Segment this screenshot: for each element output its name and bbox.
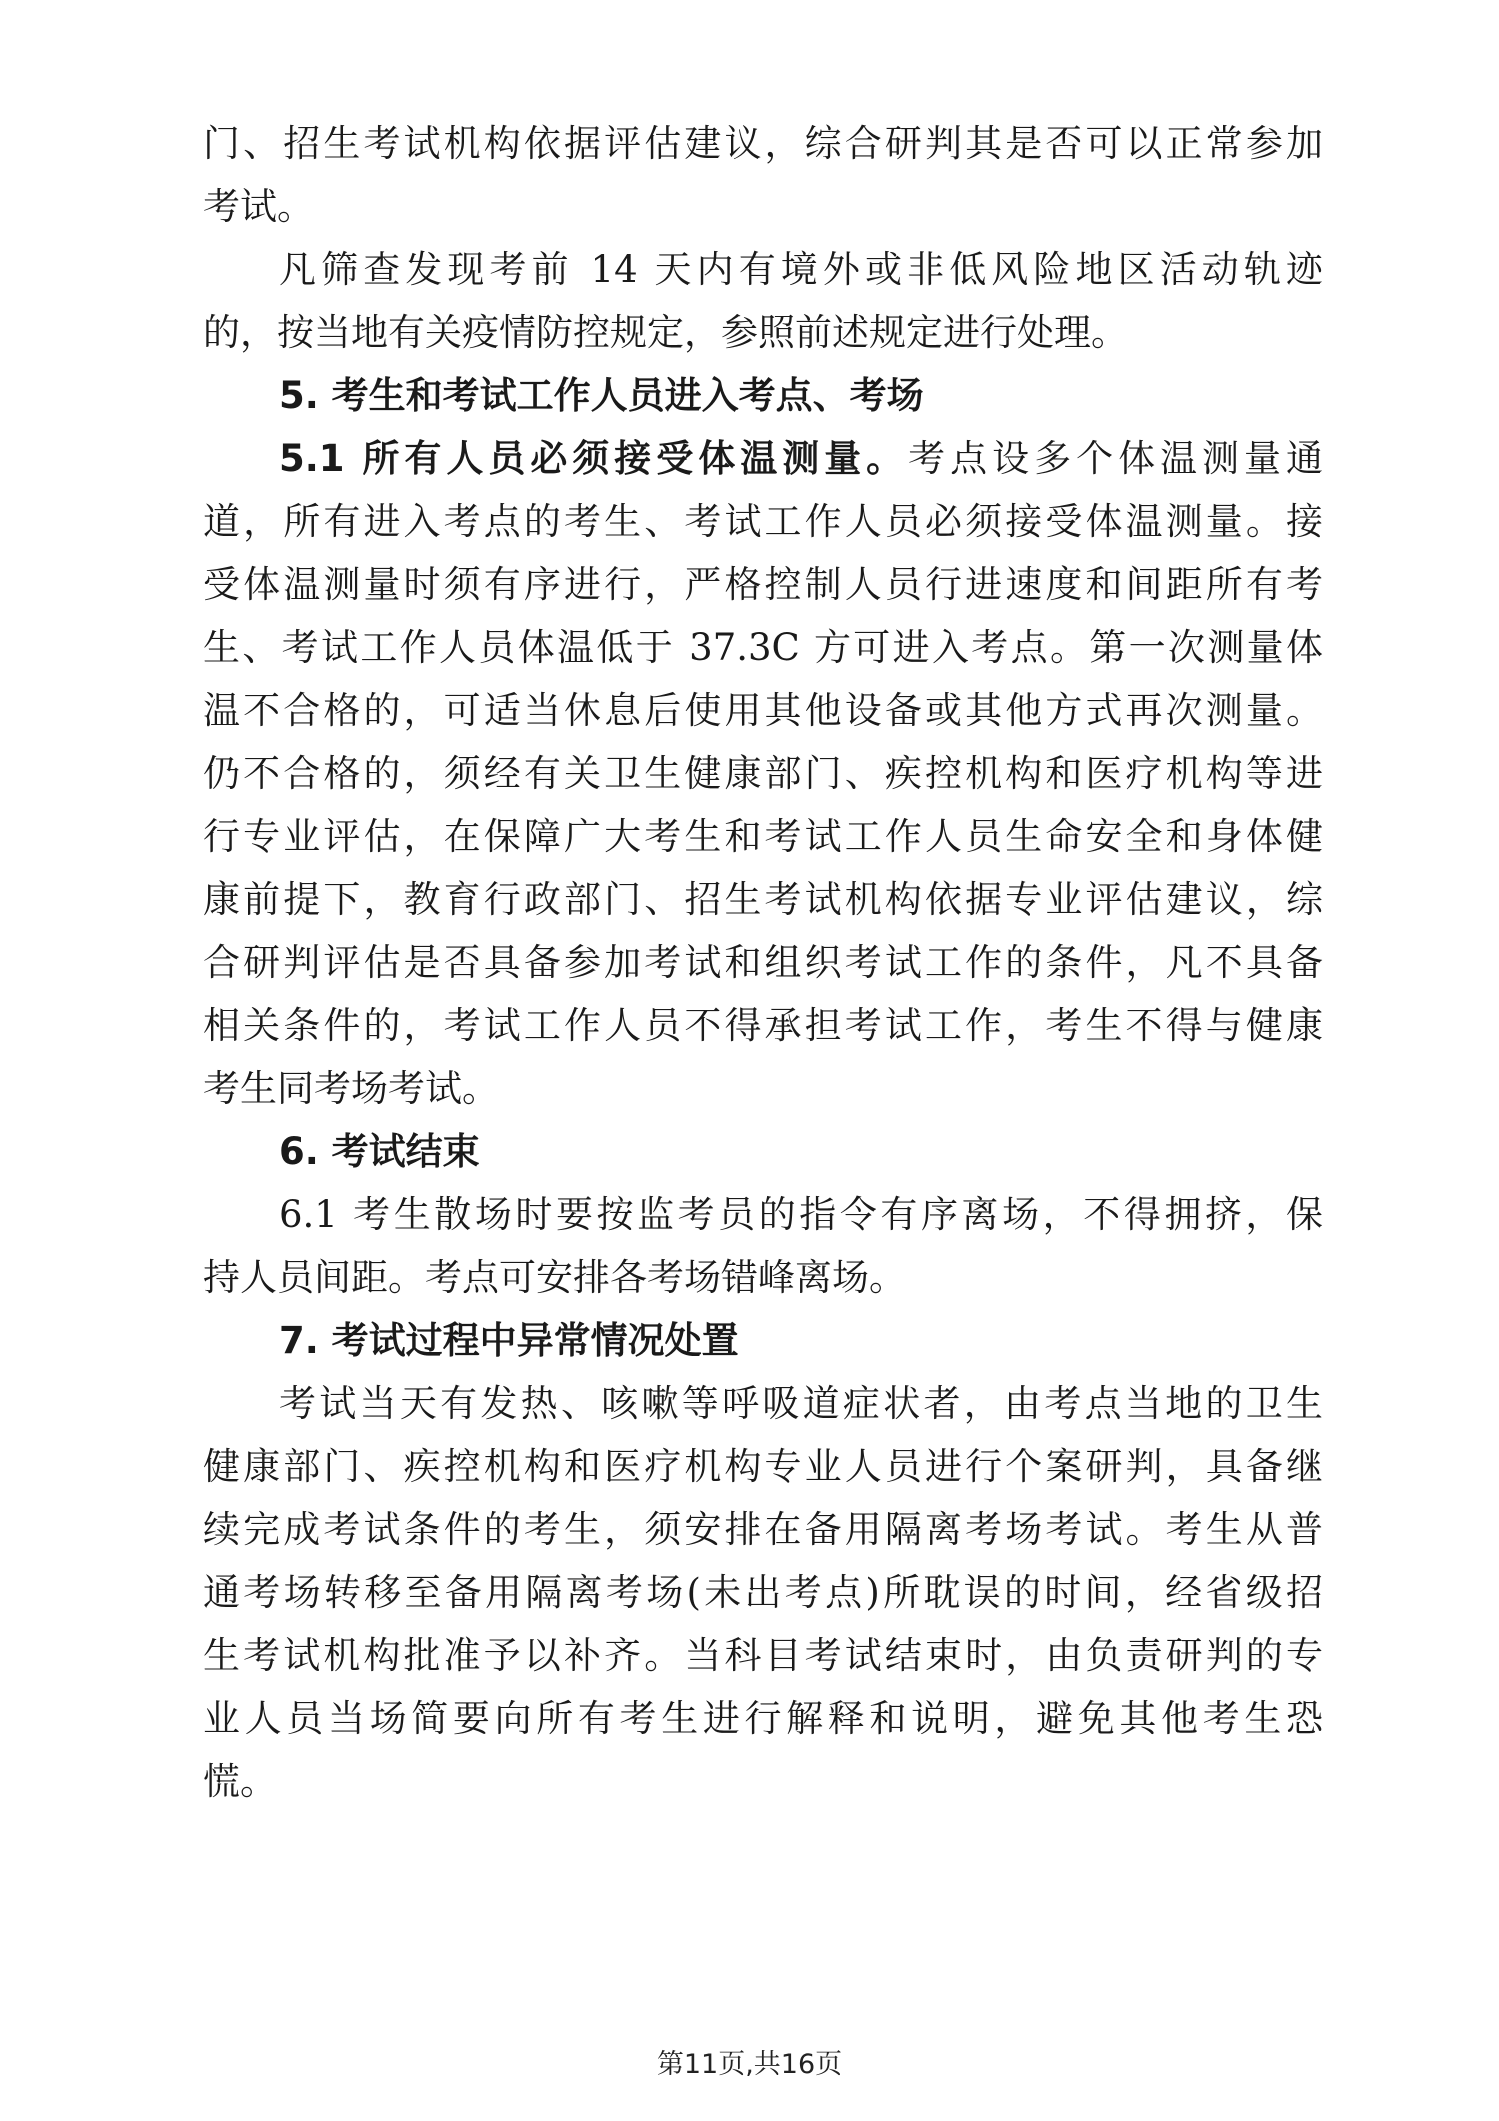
body-line: 持人员间距。考点可安排各考场错峰离场。 bbox=[203, 1256, 906, 1299]
section-heading-5: 5. 考生和考试工作人员进入考点、考场 bbox=[279, 374, 924, 417]
body-line: 考生同考场考试。 bbox=[203, 1067, 499, 1110]
bold-lead-text: 5.1 所有人员必须接受体温测量。 bbox=[279, 437, 909, 480]
paragraph-first-line: 凡筛查发现考前 14 天内有境外或非低风险地区活动轨迹 bbox=[279, 248, 1323, 291]
lead-continuation: 考点设多个体温测量通 bbox=[908, 437, 1324, 480]
paragraph-first-line bbox=[203, 427, 1323, 490]
body-line: 续完成考试条件的考生，须安排在备用隔离考场考试。考生从普 bbox=[203, 1508, 1323, 1551]
body-line: 生、考试工作人员体温低于 37.3C 方可进入考点。第一次测量体 bbox=[203, 626, 1323, 669]
body-line: 业人员当场简要向所有考生进行解释和说明，避免其他考生恐 bbox=[203, 1697, 1323, 1740]
section-heading-7: 7. 考试过程中异常情况处置 bbox=[279, 1319, 739, 1362]
document-body bbox=[203, 112, 1323, 1813]
body-line: 的，按当地有关疫情防控规定，参照前述规定进行处理。 bbox=[203, 311, 1128, 354]
body-line: 合研判评估是否具备参加考试和组织考试工作的条件，凡不具备 bbox=[203, 941, 1323, 984]
body-line: 道，所有进入考点的考生、考试工作人员必须接受体温测量。接 bbox=[203, 500, 1323, 543]
body-line: 门、招生考试机构依据评估建议，综合研判其是否可以正常参加 bbox=[203, 122, 1323, 165]
body-line: 生考试机构批准予以补齐。当科目考试结束时，由负责研判的专 bbox=[203, 1634, 1323, 1677]
body-line: 考试。 bbox=[203, 185, 314, 228]
page-number-footer: 第11页,共16页 bbox=[656, 2049, 843, 2080]
body-line: 温不合格的，可适当休息后使用其他设备或其他方式再次测量。 bbox=[203, 689, 1323, 732]
body-line: 慌。 bbox=[203, 1760, 277, 1803]
body-line: 通考场转移至备用隔离考场(未出考点)所耽误的时间，经省级招 bbox=[203, 1571, 1323, 1614]
body-line: 健康部门、疾控机构和医疗机构专业人员进行个案研判，具备继 bbox=[203, 1445, 1323, 1488]
paragraph-first-line: 6.1 考生散场时要按监考员的指令有序离场，不得拥挤，保 bbox=[279, 1193, 1323, 1236]
body-line: 仍不合格的，须经有关卫生健康部门、疾控机构和医疗机构等进 bbox=[203, 752, 1323, 795]
paragraph-first-line: 考试当天有发热、咳嗽等呼吸道症状者，由考点当地的卫生 bbox=[279, 1382, 1323, 1425]
body-line: 相关条件的，考试工作人员不得承担考试工作，考生不得与健康 bbox=[203, 1004, 1323, 1047]
body-line: 受体温测量时须有序进行，严格控制人员行进速度和间距所有考 bbox=[203, 563, 1323, 606]
body-line: 行专业评估，在保障广大考生和考试工作人员生命安全和身体健 bbox=[203, 815, 1323, 858]
body-line: 康前提下，教育行政部门、招生考试机构依据专业评估建议，综 bbox=[203, 878, 1323, 921]
section-heading-6: 6. 考试结束 bbox=[279, 1130, 480, 1173]
